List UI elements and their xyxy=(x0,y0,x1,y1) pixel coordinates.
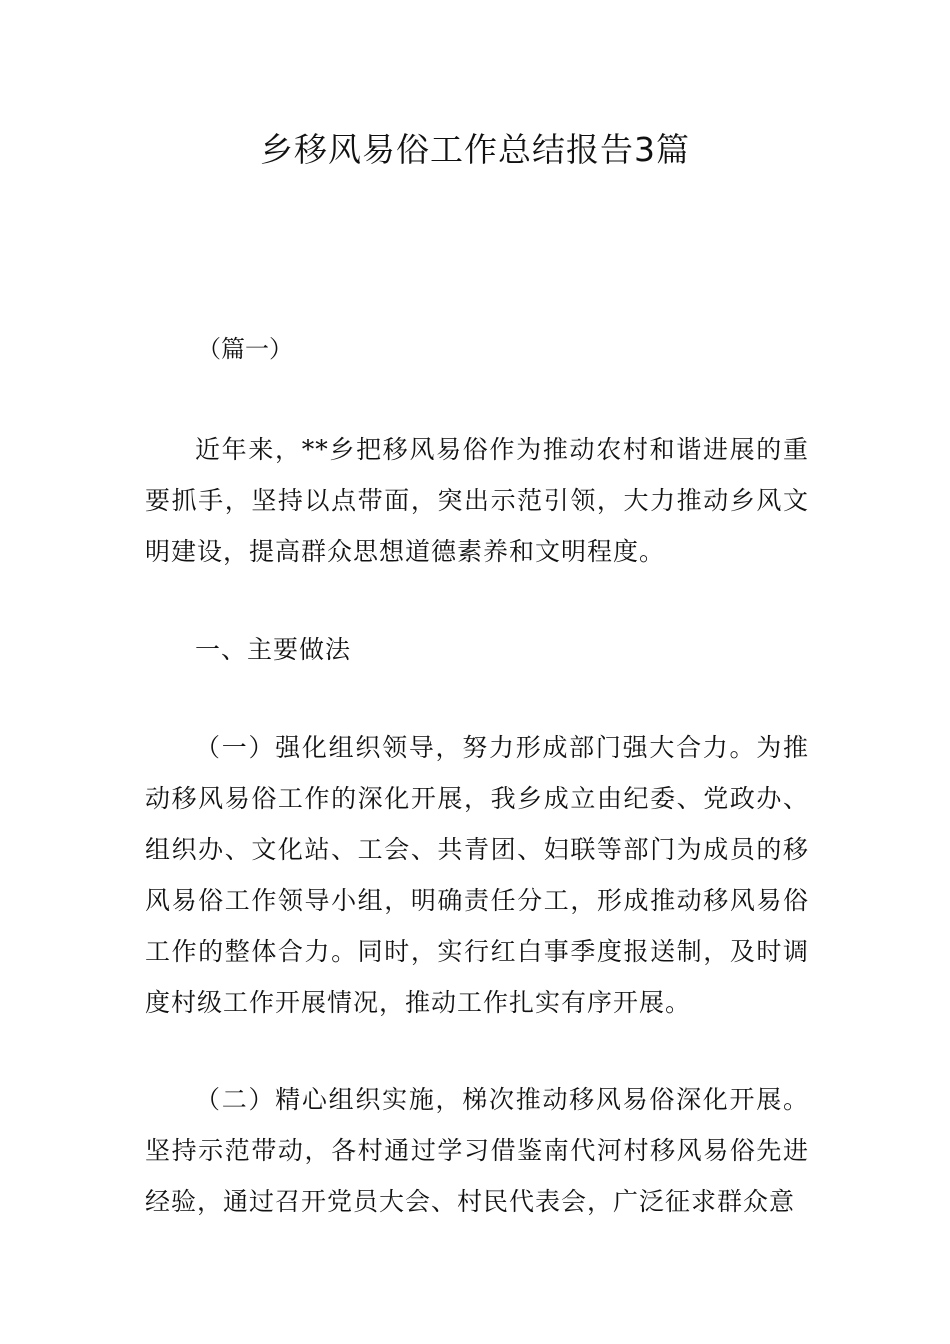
paragraph-organization: （一）强化组织领导，努力形成部门强大合力。为推动移风易俗工作的深化开展，我乡成立由纪委、党政办、组织办、文化站、工会、共青团、妇联等部门为成员的移风易俗工作领导小组，明确责任分工，形成推动移风易俗工作的整体合力。同时，实行红白事季度报送制，及时调度村级工作开展情况，推动工作扎实有序开展。 xyxy=(145,733,809,1017)
intro-paragraph: 近年来，**乡把移风易俗作为推动农村和谐进展的重要抓手，坚持以点带面，突出示范引领，大力推动乡风文明建设，提高群众思想道德素养和文明程度。 xyxy=(145,435,809,566)
document-title: 乡移风易俗工作总结报告3篇 xyxy=(260,130,690,169)
heading-main-practices: 一、主要做法 xyxy=(195,635,352,664)
section-label: （篇一） xyxy=(197,335,293,363)
paragraph-implementation: （二）精心组织实施，梯次推动移风易俗深化开展。坚持示范带动，各村通过学习借鉴南代河村移风易俗先进经验，通过召开党员大会、村民代表会，广泛征求群众意 xyxy=(145,1085,809,1216)
